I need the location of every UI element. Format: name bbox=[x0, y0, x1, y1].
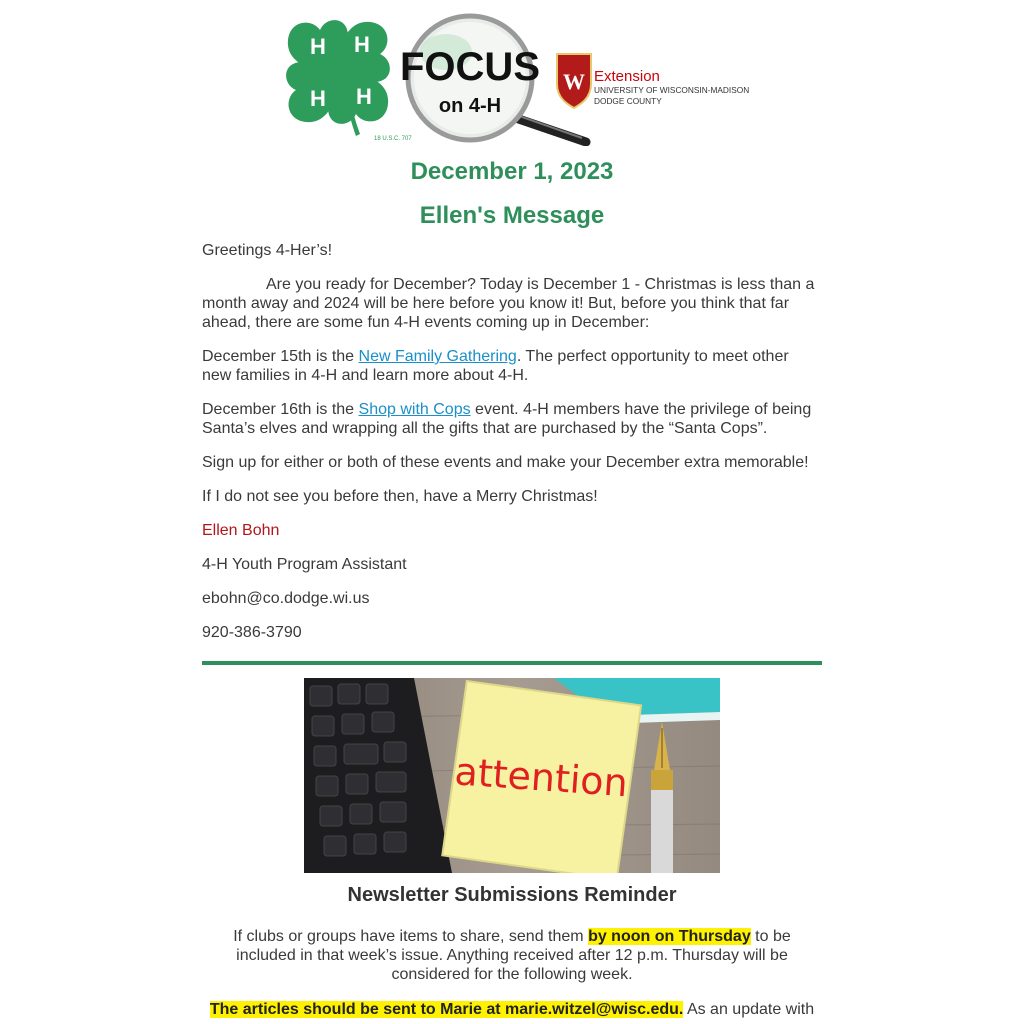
sticky-note-text: attention bbox=[453, 749, 630, 806]
header-logos bbox=[276, 10, 756, 146]
clover-letter: H bbox=[356, 84, 372, 109]
text: December 16th is the bbox=[202, 401, 359, 418]
deadline-highlight: by noon on Thursday bbox=[588, 928, 751, 945]
text: December 15th is the bbox=[202, 348, 359, 365]
paragraph-intro: Are you ready for December? Today is December 1 - Christmas is less than a month away and 2024 will be here before you know it! But, before you think that far ahead, there are some fun 4-H events coming up in December: bbox=[202, 276, 815, 331]
text: As an update with bbox=[683, 1001, 815, 1018]
uw-extension-logo bbox=[557, 54, 749, 108]
signature-title: 4-H Youth Program Assistant bbox=[202, 556, 407, 573]
shop-with-cops-link[interactable]: Shop with Cops bbox=[358, 401, 471, 418]
signature-email[interactable]: ebohn@co.dodge.wi.us bbox=[202, 590, 370, 607]
newsletter-header bbox=[276, 10, 756, 146]
attention-illustration bbox=[304, 678, 720, 873]
newsletter-deadline-paragraph bbox=[202, 927, 822, 984]
paragraph-shop-with-cops bbox=[202, 400, 822, 438]
clover-logo bbox=[286, 20, 412, 142]
newsletter-reminder-title: Newsletter Submissions Reminder bbox=[347, 884, 677, 906]
extension-county: DODGE COUNTY bbox=[594, 96, 662, 106]
clover-letter: H bbox=[354, 32, 370, 57]
paragraph-signup: Sign up for either or both of these events and make your December extra memorable! bbox=[202, 454, 809, 471]
signature-phone: 920-386-3790 bbox=[202, 624, 302, 641]
issue-date: December 1, 2023 bbox=[410, 158, 614, 185]
clover-letter: H bbox=[310, 34, 326, 59]
paragraph-new-family bbox=[202, 347, 822, 385]
paragraph-merry-christmas: If I do not see you before then, have a Merry Christmas! bbox=[202, 488, 598, 505]
uw-shield-letter: W bbox=[563, 69, 585, 94]
attention-photo bbox=[304, 678, 720, 873]
focus-subtitle: on 4-H bbox=[438, 95, 502, 117]
clover-caption: 18 U.S.C. 707 bbox=[374, 136, 412, 142]
text: . The perfect opportunity to meet other new families in 4-H and learn more about 4-H. bbox=[202, 348, 789, 384]
extension-title: Extension bbox=[594, 68, 660, 85]
clover-letter: H bbox=[310, 86, 326, 111]
text: If clubs or groups have items to share, send them bbox=[233, 928, 589, 945]
signature-name: Ellen Bohn bbox=[202, 522, 280, 539]
section-divider bbox=[202, 661, 822, 665]
new-family-gathering-link[interactable]: New Family Gathering bbox=[358, 348, 517, 365]
focus-title: FOCUS bbox=[400, 45, 540, 89]
text: event. 4-H members have the privilege of being Santa’s elves and wrapping all the gifts that are purchased by the “Santa Cops”. bbox=[202, 401, 812, 437]
message-title: Ellen's Message bbox=[419, 202, 605, 229]
contact-highlight: The articles should be sent to Marie at marie.witzel@wisc.edu. bbox=[209, 1001, 684, 1018]
extension-university: UNIVERSITY OF WISCONSIN-MADISON bbox=[594, 85, 750, 95]
greeting: Greetings 4-Her’s! bbox=[202, 242, 333, 259]
text: to be included in that week’s issue. Anything received after 12 p.m. Thursday will be considered for the following week. bbox=[236, 928, 791, 983]
newsletter-contact-paragraph bbox=[202, 1000, 822, 1019]
